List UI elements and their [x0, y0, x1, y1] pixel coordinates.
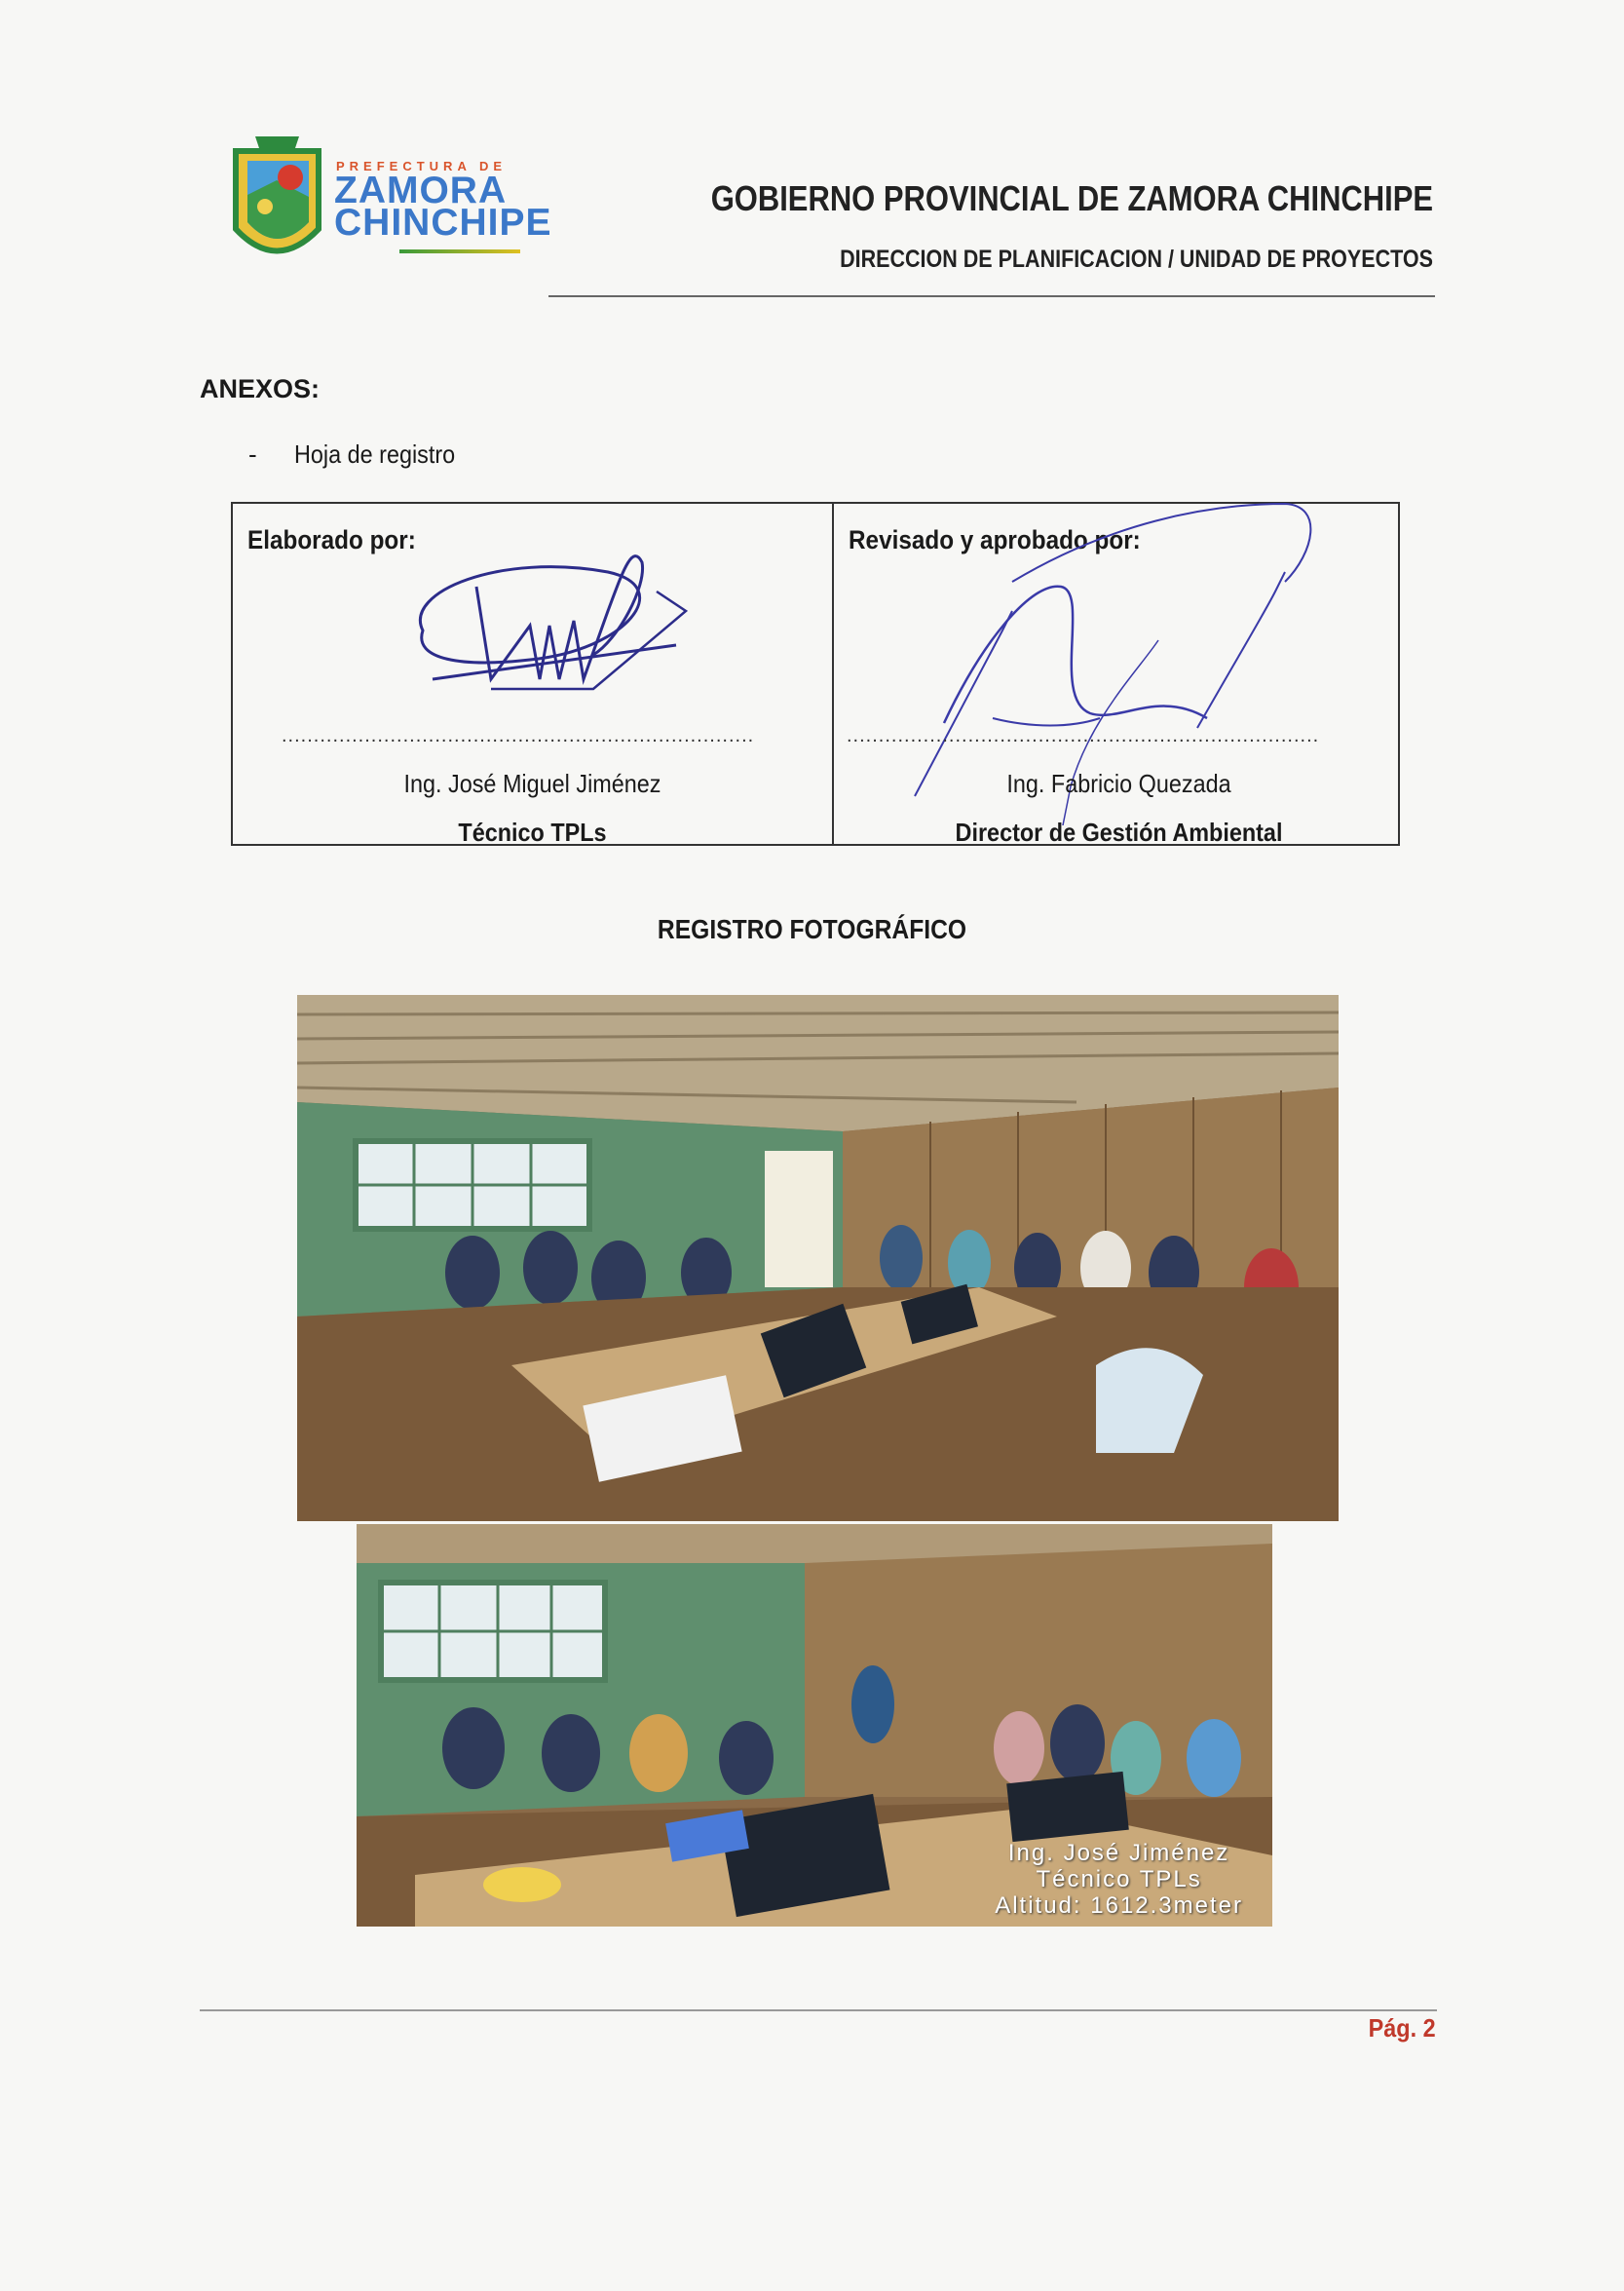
- page-number: Pág. 2: [1369, 2013, 1436, 2043]
- signer-role-left: Técnico TPLs: [458, 818, 607, 847]
- photo-caption-name: Ing. José Jiménez: [1007, 1840, 1230, 1866]
- document-subtitle: DIRECCION DE PLANIFICACION / UNIDAD DE PROYECTOS: [840, 246, 1433, 273]
- signer-role-right: Director de Gestión Ambiental: [955, 818, 1283, 847]
- signer-name-left: Ing. José Miguel Jiménez: [403, 769, 661, 798]
- signature-table-divider: [832, 504, 834, 844]
- anexos-heading: ANEXOS:: [200, 374, 321, 403]
- header-divider: [548, 295, 1435, 297]
- logo-zamora-text: ZAMORA: [334, 170, 508, 211]
- signature-line-left: ..........................................................................: [282, 725, 755, 746]
- photo-caption-overlay: [995, 1840, 1243, 1919]
- photo-caption-role: Técnico TPLs: [1036, 1866, 1202, 1892]
- footer-divider: [200, 2009, 1437, 2011]
- document-title: GOBIERNO PROVINCIAL DE ZAMORA CHINCHIPE: [710, 178, 1433, 218]
- elaborado-heading: Elaborado por:: [247, 525, 416, 554]
- anexos-item: Hoja de registro: [294, 439, 456, 469]
- logo-chinchipe-text: CHINCHIPE: [334, 202, 552, 244]
- revisado-heading: Revisado y aprobado por:: [849, 525, 1141, 554]
- logo-prefectura-text: PREFECTURA DE: [336, 159, 508, 173]
- logo-underline: [399, 249, 520, 253]
- meeting-photo-1: [297, 995, 1339, 1521]
- signature-line-right: ..........................................................................: [847, 725, 1320, 746]
- meeting-photo-2: [357, 1524, 1272, 1927]
- registro-fotografico-title: REGISTRO FOTOGRÁFICO: [657, 914, 967, 944]
- signature-table: [231, 502, 1400, 846]
- signature-jimenez: [384, 533, 696, 728]
- signer-name-right: Ing. Fabricio Quezada: [1006, 769, 1231, 798]
- photo-caption-altitude: Altitud: 1612.3meter: [995, 1892, 1243, 1919]
- anexos-bullet: -: [248, 439, 257, 469]
